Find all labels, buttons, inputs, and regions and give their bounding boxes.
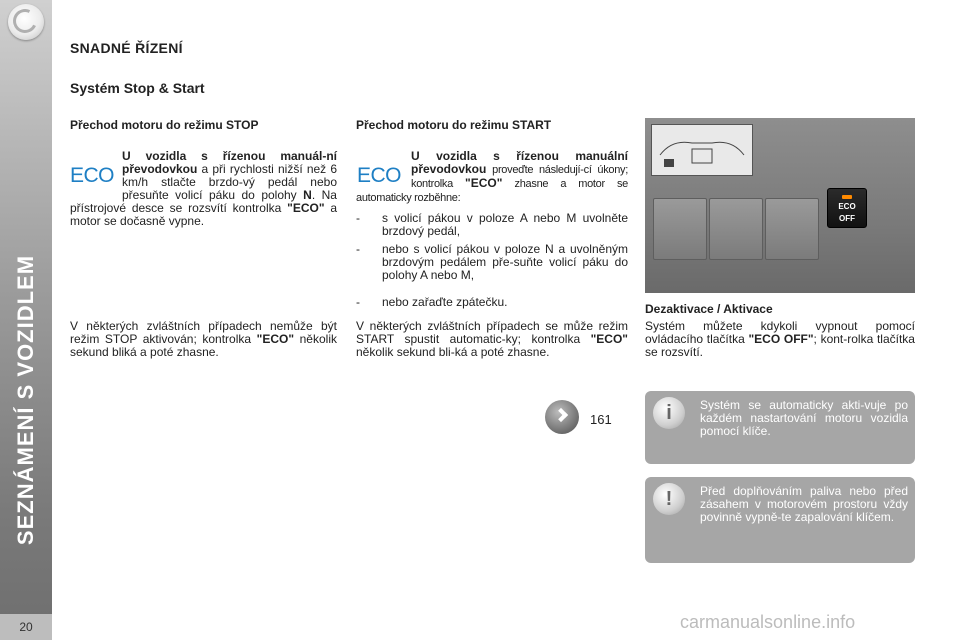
info-box-text: Systém se automaticky akti-vuje po každém nastartování motoru vozidla pomocí klíče. [700,398,908,438]
start-paragraph-text: proveďte následují-cí úkony; kontrolka [411,164,628,190]
eco-icon: ECO [357,164,402,187]
subsection-title: Systém Stop & Start [70,80,205,96]
warning-icon: ! [653,483,685,515]
list-dash: - [356,242,360,256]
start-paragraph [356,150,628,205]
eco-off-led [842,195,852,199]
stop-note-eco: "ECO" [256,332,295,346]
start-heading: Přechod motoru do režimu START [356,118,552,132]
deactivation-text: Systém můžete kdykoli vypnout pomocí ovládacího tlačítka [645,319,915,346]
stop-heading: Přechod motoru do režimu STOP [70,118,259,132]
warning-box-text: Před doplňováním paliva nebo před zásahem v motorovém prostoru vždy povinně vypně-te zapalování klíčem. [700,484,908,524]
page-reference[interactable]: 161 [590,412,612,427]
stop-note-end: několik sekund bliká a poté zhasne. [70,332,337,359]
list-dash: - [356,295,360,309]
start-note-end: několik sekund bli-ká a poté zhasne. [356,345,550,359]
dashboard-inset-diagram [651,124,753,176]
dashboard-switch [653,198,707,260]
page-link-arrow-icon[interactable] [545,400,579,434]
eco-off-label: ECO [838,202,856,211]
warning-box [645,477,915,563]
page-number: 20 [0,614,52,640]
deactivation-eco-off: "ECO OFF" [748,332,814,346]
info-box [645,391,915,464]
list-item-text: s volicí pákou v poloze A nebo M uvolněte brzdový pedál, [382,211,628,238]
list-dash: - [356,211,360,225]
stop-paragraph-bold: U vozidla s řízenou manuál-ní převodovkou [122,149,337,176]
stop-paragraph-n: N [303,188,312,202]
eco-off-label2: OFF [839,214,855,223]
start-paragraph-end: zhasne a motor se automaticky rozběhne: [356,178,628,204]
start-paragraph-eco: "ECO" [465,176,503,190]
start-note-eco: "ECO" [590,332,628,346]
stop-note [70,320,337,359]
stop-paragraph [70,150,337,228]
deactivation-heading: Dezaktivace / Aktivace [645,302,773,316]
info-icon: i [653,397,685,429]
watermark: carmanualsonline.info [680,612,856,632]
chapter-title: SEZNÁMENÍ S VOZIDLEM [13,254,38,546]
start-note-text: V některých zvláštních případech se může režim START spustit automatic-ky; kontrolka [356,319,628,346]
list-item-text: nebo zařaďte zpátečku. [382,295,508,309]
stop-paragraph-text2: . Na přístrojové desce se rozsvítí kontrolka [70,188,337,215]
start-note [356,320,628,359]
eco-icon: ECO [70,164,115,187]
list-item [356,243,628,291]
list-item [356,296,628,312]
sidebar [0,0,52,640]
dashboard-switch [709,198,763,260]
stop-paragraph-eco: "ECO" [287,201,325,215]
deactivation-paragraph [645,320,915,359]
dashboard-outline-icon [652,125,752,175]
stop-paragraph-text: a při rychlosti nižší než 6 km/h stlačte brzdo-vý pedál nebo přesuňte volicí páku do polohy [122,162,337,202]
list-item [356,212,628,242]
brand-logo-icon [8,4,44,40]
dashboard-photo [645,118,915,293]
eco-off-button [827,188,867,228]
section-title: SNADNÉ ŘÍZENÍ [70,40,183,56]
start-paragraph-bold: U vozidla s řízenou manuální převodovkou [411,149,628,176]
stop-paragraph-end: a motor se dočasně vypne. [70,201,337,228]
list-item-text: nebo s volicí pákou v poloze N a uvolněným brzdovým pedálem pře-suňte volicí páku do polohy A nebo M, [382,242,628,282]
stop-note-text: V některých zvláštních případech nemůže být režim STOP aktivován; kontrolka [70,319,337,346]
dashboard-switch [765,198,819,260]
deactivation-end: ; kont-rolka tlačítka se rozsvítí. [645,332,915,359]
